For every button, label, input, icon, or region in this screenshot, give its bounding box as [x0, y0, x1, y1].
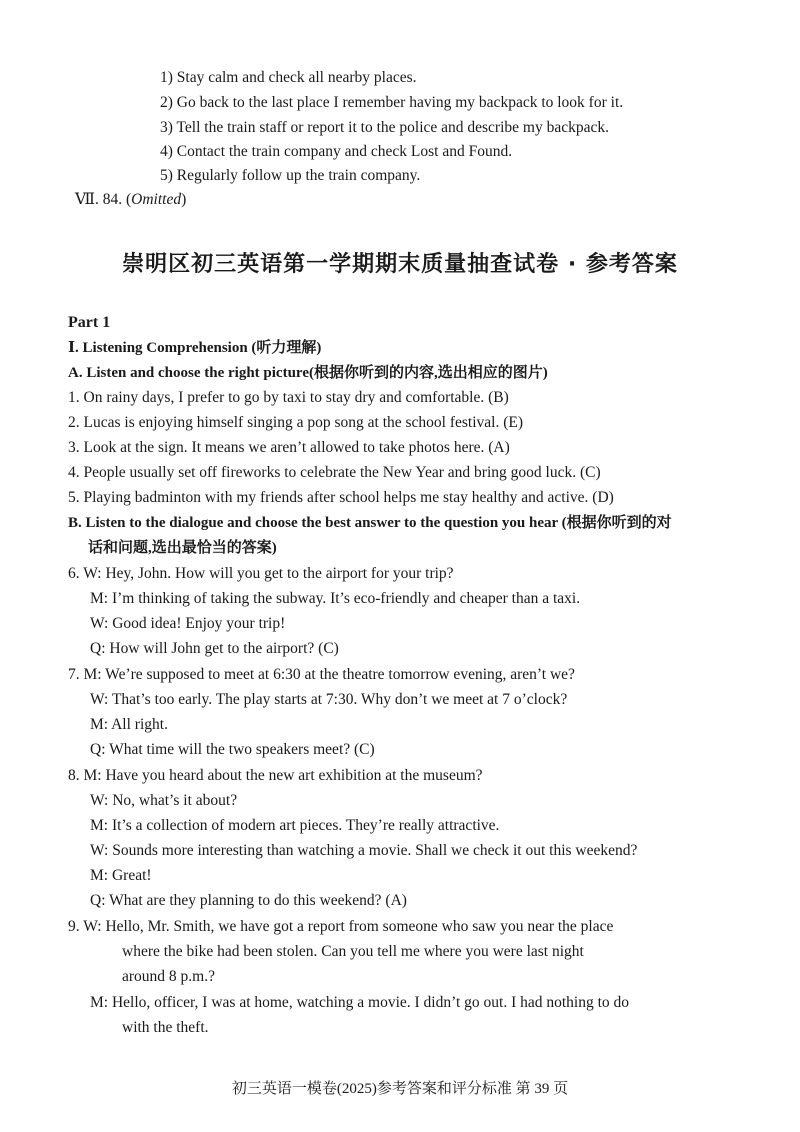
list-item: 3) Tell the train staff or report it to the police and describe my backpack. [160, 119, 609, 136]
dialogue-line: M: Hello, officer, I was at home, watching a movie. I didn’t go out. I had nothing to do [90, 994, 630, 1011]
dialogue-line: where the bike had been stolen. Can you tell me where you were last night [122, 943, 584, 960]
section-heading-listening: Ⅰ. Listening Comprehension (听力理解) [68, 340, 322, 356]
section-b-heading: B. Listen to the dialogue and choose the best answer to the question you hear (根据你听到的对 [68, 515, 672, 531]
part-heading: Part 1 [68, 314, 111, 331]
page-title: 崇明区初三英语第一学期期末质量抽查试卷 · 参考答案 [122, 252, 678, 277]
section-seven-suffix: ) [181, 191, 187, 208]
list-item: 1) Stay calm and check all nearby places. [160, 69, 417, 86]
section-seven-prefix: Ⅶ. 84. ( [75, 191, 132, 208]
dialogue-line: M: All right. [90, 716, 168, 733]
dialogue-line: with the theft. [122, 1019, 209, 1036]
list-item: 4) Contact the train company and check Lost and Found. [160, 143, 513, 160]
list-item: 2) Go back to the last place I remember having my backpack to look for it. [160, 94, 624, 111]
answer-item: 5. Playing badminton with my friends after school helps me stay healthy and active. (D) [68, 489, 614, 506]
dialogue-question: Q: What time will the two speakers meet? (C) [90, 741, 375, 758]
dialogue-question: Q: What are they planning to do this weekend? (A) [90, 892, 407, 909]
section-b-heading-cont: 话和问题,选出最恰当的答案) [88, 540, 277, 556]
section-a-heading: A. Listen and choose the right picture(根据你听到的内容,选出相应的图片) [68, 365, 548, 381]
dialogue-line: W: That’s too early. The play starts at 7:30. Why don’t we meet at 7 o’clock? [90, 691, 568, 708]
dialogue-line: W: Good idea! Enjoy your trip! [90, 615, 286, 632]
list-item: 5) Regularly follow up the train company. [160, 167, 421, 184]
dialogue-line: 9. W: Hello, Mr. Smith, we have got a report from someone who saw you near the place [68, 918, 614, 935]
dialogue-question: Q: How will John get to the airport? (C) [90, 640, 339, 657]
dialogue-line: M: Great! [90, 867, 152, 884]
dialogue-line: 7. M: We’re supposed to meet at 6:30 at the theatre tomorrow evening, aren’t we? [68, 666, 575, 683]
section-seven-line [75, 190, 186, 210]
dialogue-line: M: I’m thinking of taking the subway. It’s eco-friendly and cheaper than a taxi. [90, 590, 581, 607]
answer-item: 3. Look at the sign. It means we aren’t allowed to take photos here. (A) [68, 439, 510, 456]
dialogue-line: M: It’s a collection of modern art pieces. They’re really attractive. [90, 817, 500, 834]
dialogue-line: W: No, what’s it about? [90, 792, 238, 809]
dialogue-line: 6. W: Hey, John. How will you get to the airport for your trip? [68, 565, 454, 582]
answer-item: 2. Lucas is enjoying himself singing a pop song at the school festival. (E) [68, 414, 524, 431]
dialogue-line: 8. M: Have you heard about the new art exhibition at the museum? [68, 767, 483, 784]
page-footer: 初三英语一模卷(2025)参考答案和评分标准 第 39 页 [231, 1081, 569, 1097]
dialogue-line: around 8 p.m.? [122, 968, 215, 985]
omitted-label: Omitted [131, 191, 182, 208]
answer-item: 4. People usually set off fireworks to celebrate the New Year and bring good luck. (C) [68, 464, 601, 481]
answer-item: 1. On rainy days, I prefer to go by taxi to stay dry and comfortable. (B) [68, 389, 509, 406]
dialogue-line: W: Sounds more interesting than watching a movie. Shall we check it out this weekend? [90, 842, 638, 859]
